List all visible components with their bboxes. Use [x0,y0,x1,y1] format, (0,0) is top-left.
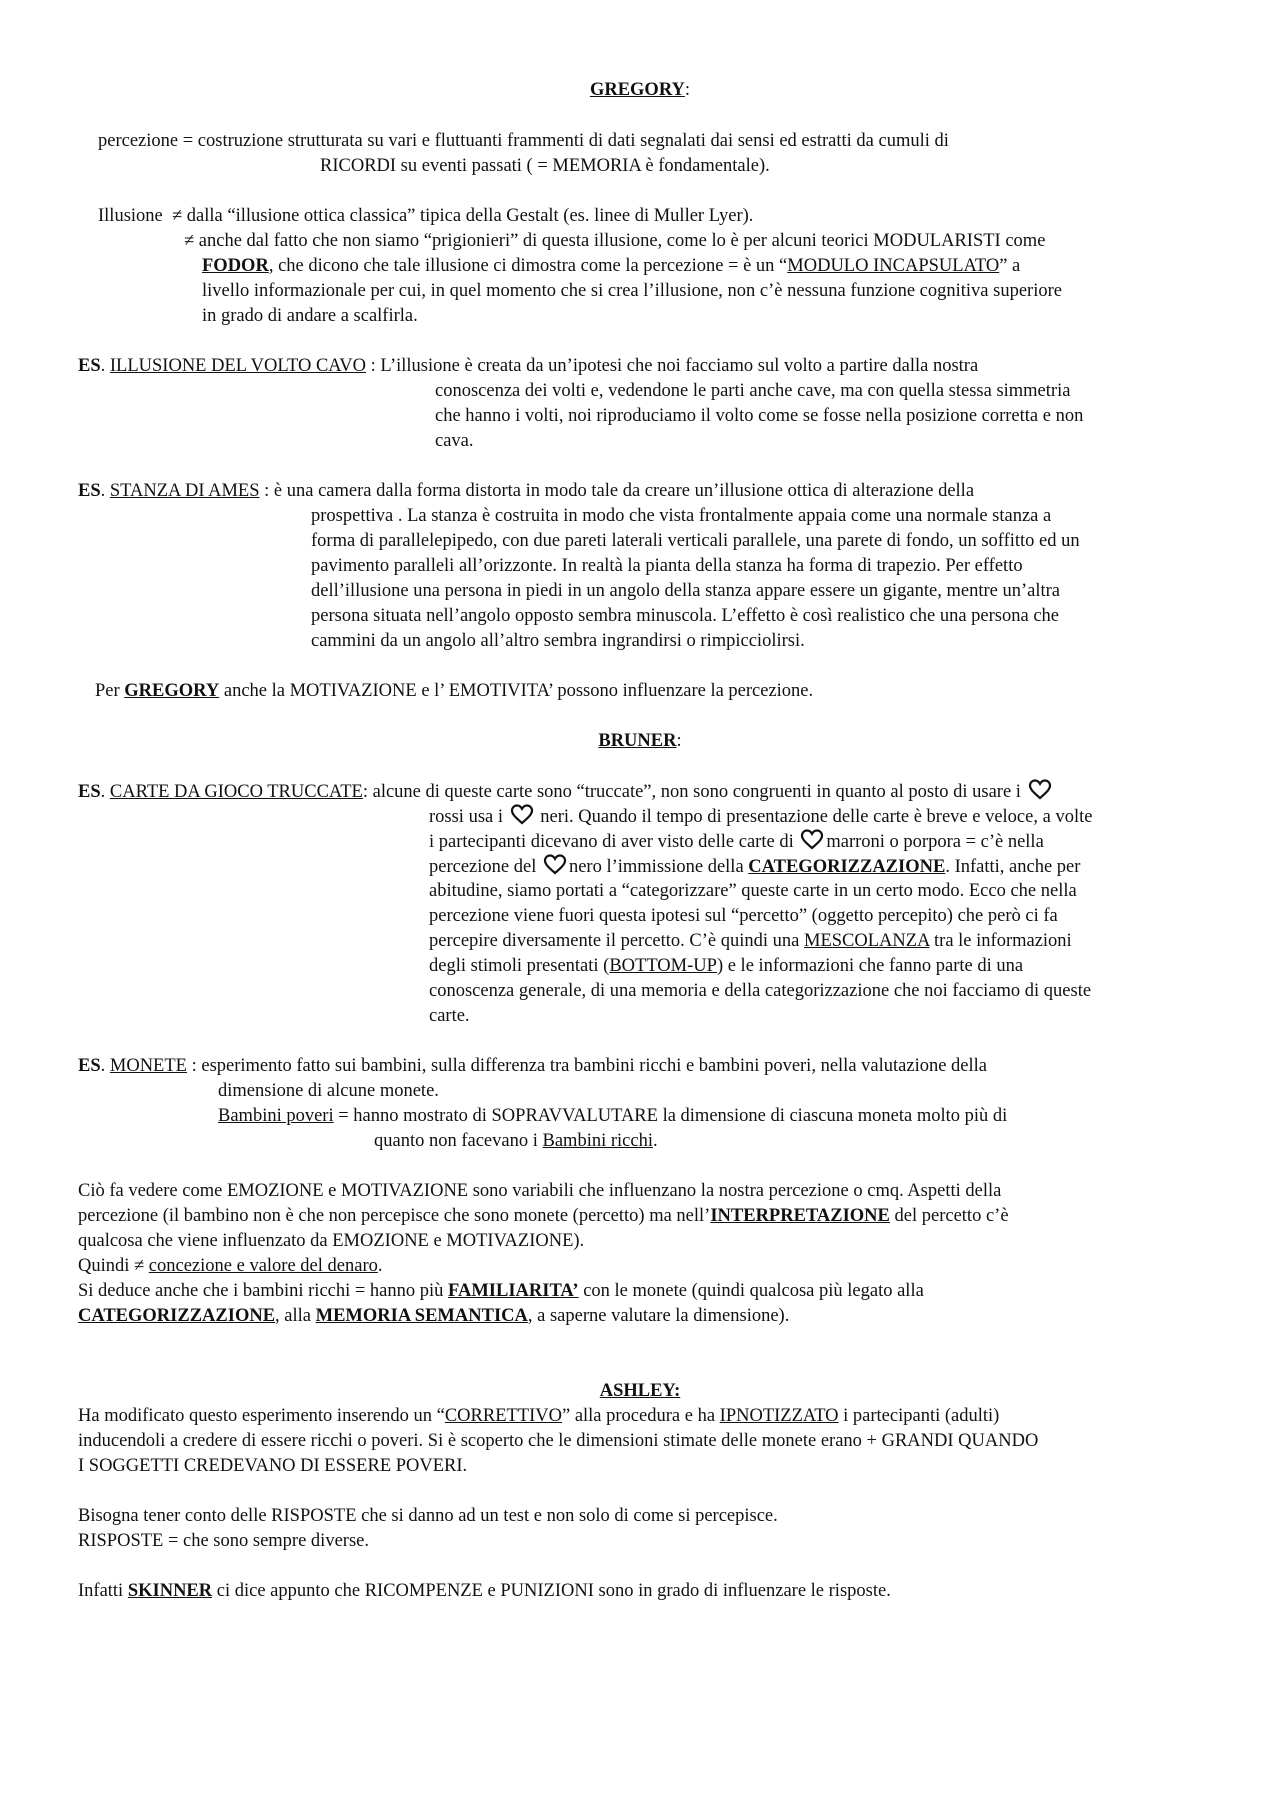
paragraph-line: I SOGGETTI CREDEVANO DI ESSERE POVERI. [78,1456,468,1476]
paragraph-line: degli stimoli presentati (BOTTOM-UP) e le informazioni che fanno parte di una [429,956,1024,976]
paragraph-line: percezione del nero l’immissione della CATEGORIZZAZIONE. Infatti, anche per [429,854,1080,880]
paragraph-line: Infatti SKINNER ci dice appunto che RICOMPENZE e PUNIZIONI sono in grado di influenzare le risposte. [78,1581,891,1601]
paragraph-line: i partecipanti dicevano di aver visto delle carte di marroni o porpora = c’è nella [429,829,1044,855]
paragraph-line: percezione viene fuori questa ipotesi sul “percetto” (oggetto percepito) che però ci fa [429,906,1058,926]
paragraph-line: dell’illusione una persona in piedi in un angolo della stanza appare essere un gigante, mentre un’altra [311,581,1060,601]
paragraph-line: livello informazionale per cui, in quel momento che si crea l’illusione, non c’è nessuna funzione cognitiva superiore [202,281,1062,301]
illusione-line: Illusione ≠ dalla “illusione ottica classica” tipica della Gestalt (es. linee di Muller Lyer). [98,206,754,226]
paragraph-line: RICORDI su eventi passati ( = MEMORIA è fondamentale). [320,156,770,176]
paragraph-line: FODOR, che dicono che tale illusione ci dimostra come la percezione = è un “MODULO INCAPSULATO” a [202,256,1021,276]
paragraph-line: quanto non facevano i Bambini ricchi. [374,1131,658,1151]
paragraph-line: conoscenza generale, di una memoria e della categorizzazione che noi facciamo di queste [429,981,1092,1001]
section-title-ashley: ASHLEY: [599,1381,681,1401]
paragraph-line: prospettiva . La stanza è costruita in modo che vista frontalmente appaia come una normale stanza a [311,506,1052,526]
example-carte-truccate: ES. CARTE DA GIOCO TRUCCATE: alcune di queste carte sono “truccate”, non sono congruenti in quanto al posto di usare i [78,779,1054,805]
paragraph-line: percezione (il bambino non è che non percepisce che sono monete (percetto) ma nell’INTERPRETAZIONE del percetto c’è [78,1206,1009,1226]
paragraph-line: in grado di andare a scalfirla. [202,306,418,326]
paragraph-line: Ciò fa vedere come EMOZIONE e MOTIVAZIONE sono variabili che influenzano la nostra percezione o cmq. Aspetti della [78,1181,1002,1201]
section-title-gregory: GREGORY: [589,80,691,100]
paragraph-line: inducendoli a credere di essere ricchi o poveri. Si è scoperto che le dimensioni stimate delle monete erano + GRANDI QUANDO [78,1431,1039,1451]
paragraph-line: pavimento paralleli all’orizzonte. In realtà la pianta della stanza ha forma di trapezio. Per effetto [311,556,1023,576]
paragraph-line: RISPOSTE = che sono sempre diverse. [78,1531,369,1551]
heart-icon [543,854,567,875]
paragraph-line: dimensione di alcune monete. [218,1081,439,1101]
paragraph-line: Bambini poveri = hanno mostrato di SOPRAVVALUTARE la dimensione di ciascuna moneta molto più di [218,1106,1008,1126]
heart-icon [1028,779,1052,800]
paragraph-line: abitudine, siamo portati a “categorizzare” queste carte in un certo modo. Ecco che nella [429,881,1077,901]
paragraph-line: Si deduce anche che i bambini ricchi = hanno più FAMILIARITA’ con le monete (quindi qualcosa più legato alla [78,1281,924,1301]
gregory-summary: Per GREGORY anche la MOTIVAZIONE e l’ EMOTIVITA’ possono influenzare la percezione. [95,681,814,701]
paragraph-line: cammini da un angolo all’altro sembra ingrandirsi o rimpicciolirsi. [311,631,805,651]
paragraph-line: rossi usa i neri. Quando il tempo di presentazione delle carte è breve e veloce, a volte [429,804,1092,830]
paragraph-line: Quindi ≠ concezione e valore del denaro. [78,1256,383,1276]
paragraph-line: Bisogna tener conto delle RISPOSTE che si danno ad un test e non solo di come si percepisce. [78,1506,778,1526]
paragraph-line: percepire diversamente il percetto. C’è quindi una MESCOLANZA tra le informazioni [429,931,1072,951]
paragraph-line: che hanno i volti, noi riproduciamo il volto come se fosse nella posizione corretta e non [435,406,1084,426]
paragraph-line: percezione = costruzione strutturata su vari e fluttuanti frammenti di dati segnalati dai sensi ed estratti da cumuli di [98,131,949,151]
example-volto-cavo: ES. ILLUSIONE DEL VOLTO CAVO : L’illusione è creata da un’ipotesi che noi facciamo sul volto a partire dalla nostra [78,356,979,376]
example-monete: ES. MONETE : esperimento fatto sui bambini, sulla differenza tra bambini ricchi e bambini poveri, nella valutazione della [78,1056,987,1076]
paragraph-line: ≠ anche dal fatto che non siamo “prigionieri” di questa illusione, come lo è per alcuni teorici MODULARISTI come [184,231,1046,251]
section-title-bruner: BRUNER: [598,731,682,751]
paragraph-line: persona situata nell’angolo opposto sembra minuscola. L’effetto è così realistico che una persona che [311,606,1059,626]
paragraph-line: CATEGORIZZAZIONE, alla MEMORIA SEMANTICA, a saperne valutare la dimensione). [78,1306,790,1326]
heart-icon [800,829,824,850]
paragraph-line: Ha modificato questo esperimento inserendo un “CORRETTIVO” alla procedura e ha IPNOTIZZATO i partecipanti (adulti) [78,1406,1000,1426]
heart-icon [510,804,534,825]
example-stanza-ames: ES. STANZA DI AMES : è una camera dalla forma distorta in modo tale da creare un’illusione ottica di alterazione della [78,481,975,501]
paragraph-line: qualcosa che viene influenzato da EMOZIONE e MOTIVAZIONE). [78,1231,585,1251]
paragraph-line: conoscenza dei volti e, vedendone le parti anche cave, ma con quella stessa simmetria [435,381,1071,401]
paragraph-line: cava. [435,431,474,451]
paragraph-line: forma di parallelepipedo, con due pareti laterali verticali parallele, una parete di fondo, un soffitto ed un [311,531,1080,551]
paragraph-line: carte. [429,1006,470,1026]
